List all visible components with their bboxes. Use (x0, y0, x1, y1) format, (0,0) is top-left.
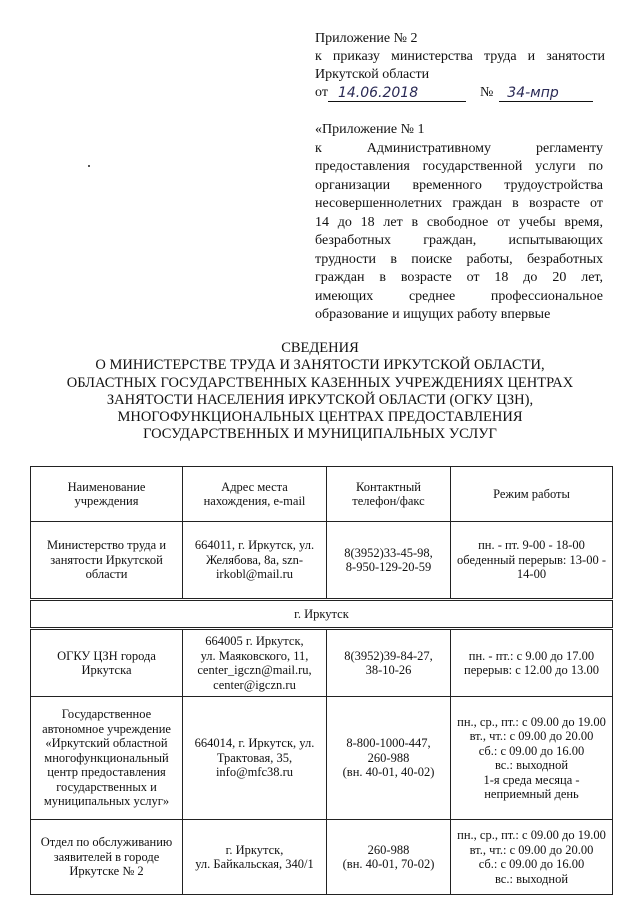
section-city: г. Иркутск (31, 600, 613, 629)
appendix-2-header (315, 30, 605, 102)
cell-address: 664005 г. Иркутск, ул. Маяковского, 11, center_igczn@mail.ru, center@igczn.ru (183, 629, 327, 697)
title-line: СВЕДЕНИЯ (281, 340, 359, 356)
appendix-1-line: несовершеннолетних граждан в возрасте от (315, 196, 603, 211)
cell-hours: пн., ср., пт.: с 09.00 до 19.00 вт., чт.: с 09.00 до 20.00 сб.: с 09.00 до 16.00 вс.: выходной 1-я среда месяца - неприемный день (451, 697, 613, 820)
cell-hours: пн. - пт.: с 9.00 до 17.00 перерыв: с 12.00 до 13.00 (451, 629, 613, 697)
appendix-1-line: образование и ищущих работу впервые (315, 307, 551, 322)
cell-phone: 260-988 (вн. 40-01, 70-02) (327, 820, 451, 895)
cell-phone: 8(3952)39-84-27, 38-10-26 (327, 629, 451, 697)
title-line: ГОСУДАРСТВЕННЫХ И МУНИЦИПАЛЬНЫХ УСЛУГ (143, 426, 497, 443)
appendix-1-title: «Приложение № 1 (315, 122, 425, 137)
table-row (31, 697, 613, 820)
cell-name: Государственное автономное учреждение «Иркутский областной многофункциональный центр предоставления государственных и муниципальных услуг» (31, 697, 183, 820)
title-line: ЗАНЯТОСТИ НАСЕЛЕНИЯ ИРКУТСКОЙ ОБЛАСТИ (ОГКУ ЦЗН), (106, 391, 534, 408)
institutions-table (30, 466, 613, 895)
header-phone: Контактный телефон/факс (327, 467, 451, 522)
appendix-1-line: организации временного трудоустройства (315, 177, 603, 193)
appendix-1-header (315, 121, 603, 325)
appendix-1-line: безработных граждан, испытывающих (315, 233, 603, 248)
cell-name: ОГКУ ЦЗН города Иркутска (31, 629, 183, 697)
cell-address: г. Иркутск, ул. Байкальская, 340/1 (183, 820, 327, 895)
from-label: от (315, 85, 328, 100)
table-row (31, 522, 613, 600)
appendix-1-line: граждан в возрасте от 18 до 20 лет, (315, 270, 603, 285)
header-hours: Режим работы (451, 467, 613, 522)
appendix-1-line: трудности в поиске работы, безработных (315, 251, 603, 267)
cell-address: 664014, г. Иркутск, ул. Трактовая, 35, info@mfc38.ru (183, 697, 327, 820)
number-label: № (479, 85, 494, 100)
appendix-1-line: к Административному регламенту (315, 140, 603, 156)
cell-phone: 8-800-1000-447, 260-988 (вн. 40-01, 40-02) (327, 697, 451, 820)
scan-speck (88, 165, 90, 167)
appendix-1-line: 14 до 18 лет в свободное от учебы время, (315, 214, 603, 230)
table-header-row (31, 467, 613, 522)
appendix-1-line: предоставления государственной услуги по (315, 159, 603, 174)
cell-name: Отдел по обслуживанию заявителей в городе Иркутске № 2 (31, 820, 183, 895)
table-row (31, 629, 613, 697)
handwritten-order-date: 14.06.2018 (328, 85, 466, 102)
appendix-2-region: Иркутской области (315, 67, 430, 82)
cell-hours: пн. - пт. 9-00 - 18-00 обеденный перерыв: 13-00 - 14-00 (451, 522, 613, 600)
appendix-1-line: имеющих среднее профессиональное (315, 288, 603, 304)
document-title (40, 340, 600, 444)
handwritten-order-number: 34-мпр (499, 85, 593, 102)
appendix-2-title: Приложение № 2 (315, 31, 418, 46)
title-line: МНОГОФУНКЦИОНАЛЬНЫХ ЦЕНТРАХ ПРЕДОСТАВЛЕНИЯ (117, 409, 523, 426)
appendix-2-order-ref: к приказу министерства труда и занятости (315, 49, 605, 64)
table-row (31, 820, 613, 895)
cell-phone: 8(3952)33-45-98, 8-950-129-20-59 (327, 522, 451, 600)
cell-hours: пн., ср., пт.: с 09.00 до 19.00 вт., чт.: с 09.00 до 20.00 сб.: с 09.00 до 16.00 вс.: выходной (451, 820, 613, 895)
title-line: О МИНИСТЕРСТВЕ ТРУДА И ЗАНЯТОСТИ ИРКУТСКОЙ ОБЛАСТИ, (95, 357, 545, 374)
header-name: Наименование учреждения (31, 467, 183, 522)
header-address: Адрес места нахождения, e-mail (183, 467, 327, 522)
order-date-number-line (315, 84, 605, 102)
title-line: ОБЛАСТНЫХ ГОСУДАРСТВЕННЫХ КАЗЕННЫХ УЧРЕЖДЕНИЯХ ЦЕНТРАХ (66, 374, 574, 391)
table-section-row (31, 600, 613, 629)
cell-name: Министерство труда и занятости Иркутской области (31, 522, 183, 600)
cell-address: 664011, г. Иркутск, ул. Желябова, 8а, szn- irkobl@mail.ru (183, 522, 327, 600)
